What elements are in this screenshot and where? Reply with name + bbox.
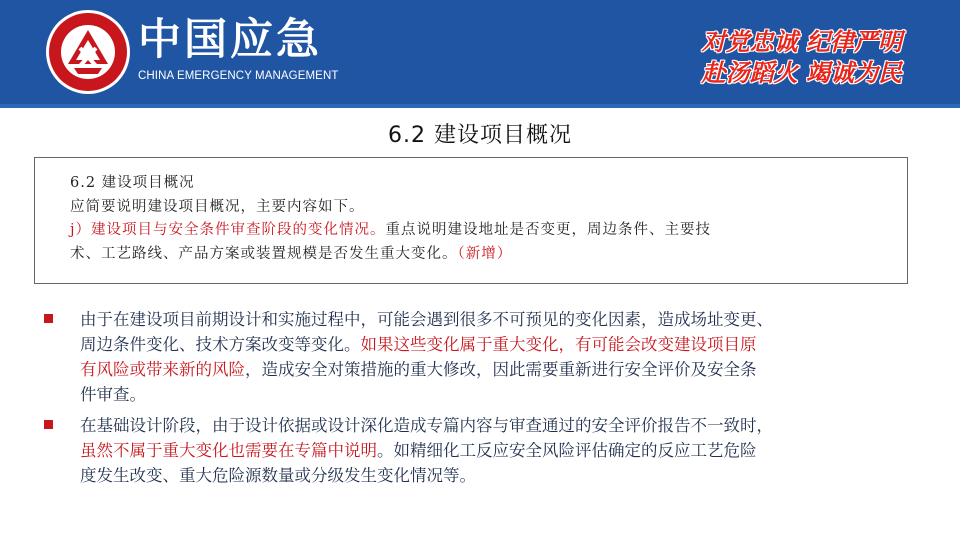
bullet-text: 。如精细化工反应安全风险评估确定的反应工艺危险 [377, 441, 757, 460]
bullet-line: 在基础设计阶段，由于设计依据或设计深化造成专篇内容与审查通过的安全评价报告不一致时， [80, 416, 773, 435]
bullet-line [80, 438, 924, 463]
bullet-red-text: 有风险或带来新的风险 [80, 360, 245, 379]
bullet-line [80, 332, 924, 357]
logo-chinese-text: 中国应急 [138, 15, 322, 65]
logo-english-text: CHINA EMERGENCY MANAGEMENT [138, 70, 339, 82]
bullet-list [44, 307, 924, 494]
slogan-line-2: 赴汤蹈火 竭诚为民 [701, 58, 902, 87]
bullet-line [80, 357, 924, 382]
square-bullet-icon [44, 314, 53, 323]
bullet-line: 度发生改变、重大危险源数量或分级发生变化情况等。 [80, 466, 476, 485]
square-bullet-icon [44, 420, 53, 429]
quote-text: 重点说明建设地址是否变更，周边条件、主要技 [385, 222, 711, 238]
header-banner [0, 0, 960, 104]
bullet-text: ，造成安全对策措施的重大修改，因此需要重新进行安全评价及安全条 [245, 360, 757, 379]
quote-red-text: j）建设项目与安全条件审查阶段的变化情况。 [70, 222, 386, 238]
slogan-line-1: 对党忠诚 纪律严明 [701, 27, 902, 56]
quote-line [70, 219, 887, 243]
quote-new-tag: （新增） [457, 245, 513, 262]
quote-line [70, 243, 887, 267]
quote-line: 应简要说明建设项目概况，主要内容如下。 [70, 198, 365, 215]
bullet-item [44, 307, 924, 407]
page-title: 6.2 建设项目概况 [388, 123, 572, 148]
bullet-line: 由于在建设项目前期设计和实施过程中，可能会遇到很多不可预见的变化因素，造成场址变更、 [80, 310, 773, 329]
emergency-emblem-icon [44, 8, 132, 96]
bullet-red-text: 如果这些变化属于重大变化，有可能会改变建设项目原 [360, 335, 757, 354]
bullet-line: 件审查。 [80, 385, 146, 404]
header-divider [0, 104, 960, 108]
bullet-text: 周边条件变化、技术方案改变等变化。 [80, 335, 361, 354]
bullet-item [44, 413, 924, 488]
regulation-quote-box [34, 157, 908, 284]
quote-text: 术、工艺路线、产品方案或装置规模是否发生重大变化。 [70, 245, 458, 262]
quote-line: 6.2 建设项目概况 [70, 175, 195, 191]
bullet-red-text: 虽然不属于重大变化也需要在专篇中说明 [80, 441, 377, 460]
